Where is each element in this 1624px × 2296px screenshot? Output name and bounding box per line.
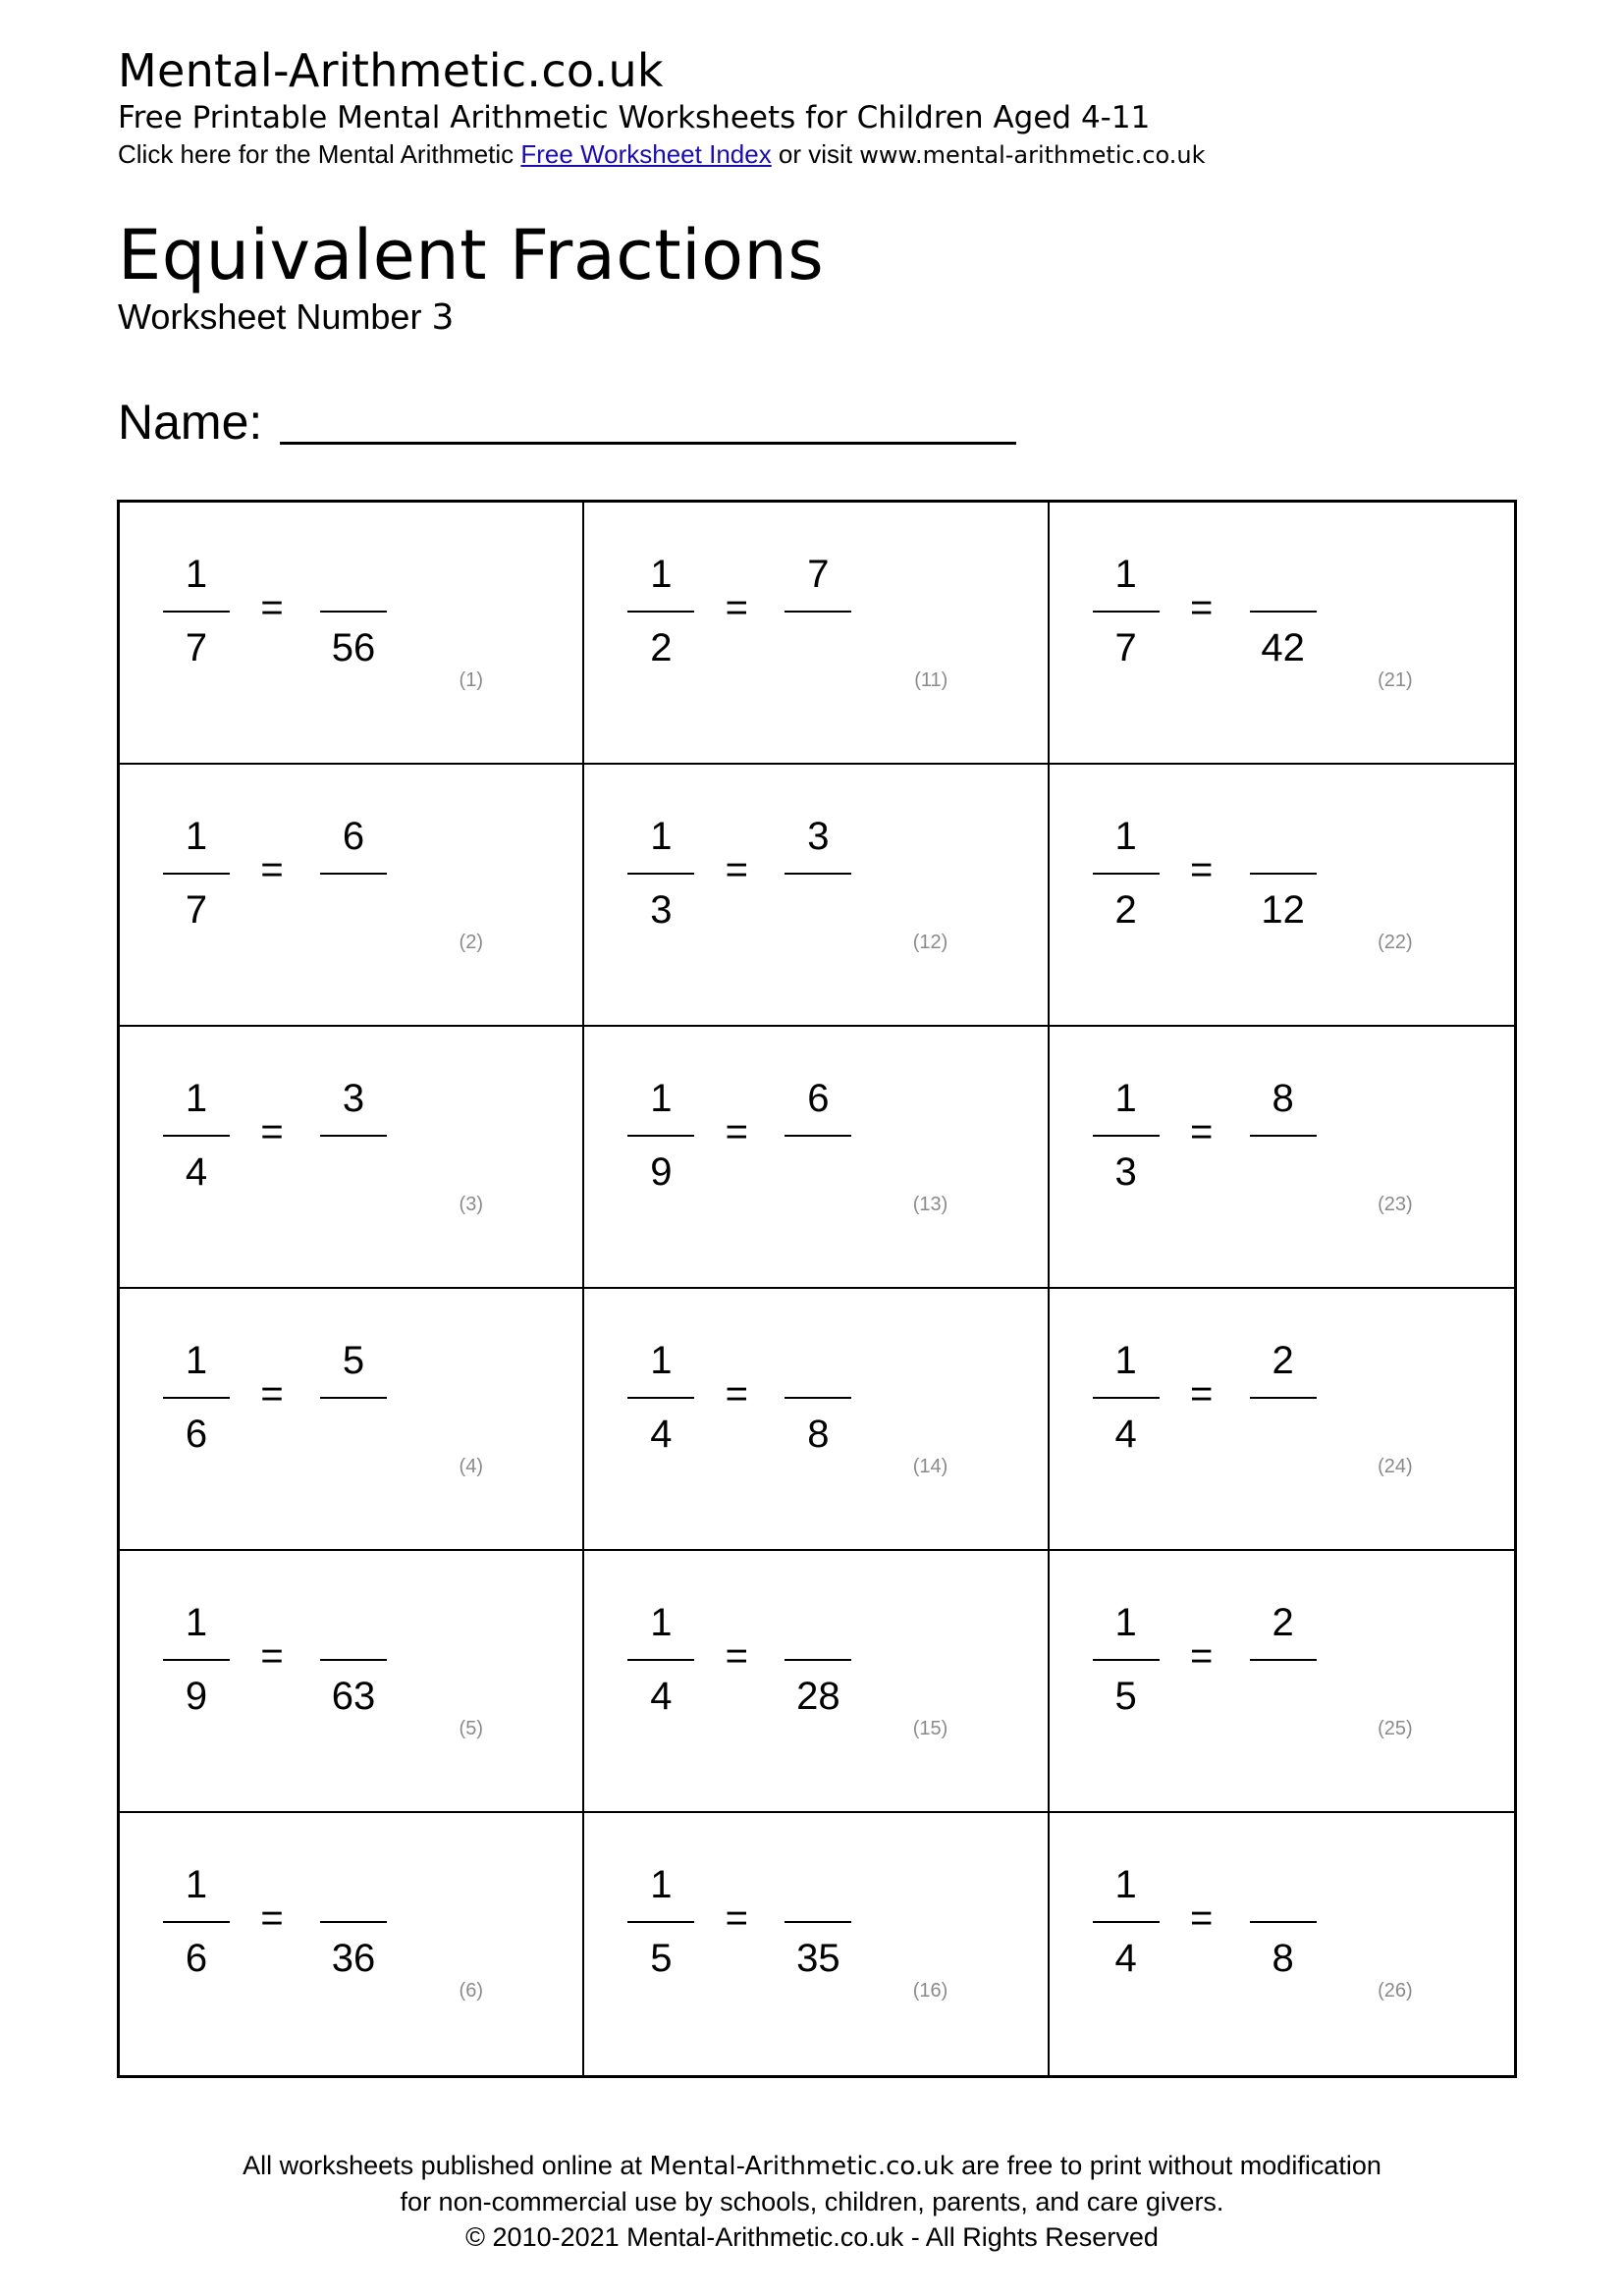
worksheet-number xyxy=(118,296,824,339)
target-numerator[interactable] xyxy=(320,1860,387,1909)
given-numerator: 1 xyxy=(185,1601,208,1644)
fraction-bar xyxy=(163,1397,230,1399)
problem-cell xyxy=(584,503,1049,765)
fraction-bar xyxy=(163,1135,230,1137)
equals-sign: = xyxy=(260,1110,284,1153)
target-denominator[interactable] xyxy=(1250,1148,1317,1197)
target-denominator[interactable]: 56 xyxy=(331,626,376,669)
fraction-bar xyxy=(163,873,230,875)
fraction-bar xyxy=(1250,1921,1317,1923)
given-denominator: 7 xyxy=(1114,626,1137,669)
equals-sign: = xyxy=(260,1896,284,1940)
given-denominator: 3 xyxy=(650,888,673,932)
given-denominator: 3 xyxy=(1114,1150,1137,1194)
given-numerator: 1 xyxy=(185,815,208,858)
fraction-bar xyxy=(1093,1397,1160,1399)
equals-sign: = xyxy=(1189,1634,1214,1678)
question-number: (25) xyxy=(1378,1718,1413,1739)
problem-cell xyxy=(1050,1813,1514,2075)
given-denominator: 4 xyxy=(650,1675,673,1718)
question-number: (5) xyxy=(459,1718,483,1739)
given-denominator: 7 xyxy=(185,888,208,932)
fraction-bar xyxy=(627,1135,694,1137)
question-number: (2) xyxy=(459,932,483,953)
given-denominator: 4 xyxy=(1114,1937,1137,1980)
given-numerator: 1 xyxy=(650,1077,673,1120)
target-numerator[interactable] xyxy=(785,1860,851,1909)
index-link-line xyxy=(118,137,1206,172)
given-denominator: 6 xyxy=(185,1937,208,1980)
fraction-bar xyxy=(320,873,387,875)
target-denominator[interactable] xyxy=(1250,1672,1317,1721)
fraction-bar xyxy=(1250,1659,1317,1661)
fraction-bar xyxy=(785,873,851,875)
name-field-line[interactable] xyxy=(280,442,1016,445)
target-denominator[interactable] xyxy=(785,885,851,934)
target-numerator[interactable]: 8 xyxy=(1272,1077,1294,1120)
fraction-bar xyxy=(1250,611,1317,613)
target-numerator[interactable]: 2 xyxy=(1272,1339,1294,1382)
name-label: Name: xyxy=(118,395,263,450)
target-numerator[interactable]: 3 xyxy=(342,1077,365,1120)
target-numerator[interactable]: 6 xyxy=(807,1077,830,1120)
target-denominator[interactable] xyxy=(320,1148,387,1197)
equals-sign: = xyxy=(725,848,748,891)
target-numerator[interactable]: 3 xyxy=(807,815,830,858)
equals-sign: = xyxy=(725,1896,748,1940)
given-denominator: 4 xyxy=(185,1150,208,1194)
problem-cell xyxy=(584,1027,1049,1289)
given-denominator: 5 xyxy=(1114,1675,1137,1718)
given-numerator: 1 xyxy=(185,1077,208,1120)
target-denominator[interactable] xyxy=(785,1148,851,1197)
problem-cell xyxy=(120,503,584,765)
target-denominator[interactable]: 8 xyxy=(1272,1937,1294,1980)
fraction-bar xyxy=(1093,873,1160,875)
problem-cell xyxy=(120,1027,584,1289)
question-number: (22) xyxy=(1378,932,1413,953)
question-number: (23) xyxy=(1378,1194,1413,1215)
given-numerator: 1 xyxy=(650,815,673,858)
fraction-bar xyxy=(627,1659,694,1661)
fraction-bar xyxy=(1250,1135,1317,1137)
question-number: (24) xyxy=(1378,1456,1413,1477)
problem-cell xyxy=(1050,1551,1514,1813)
problem-grid xyxy=(117,500,1517,2078)
problem-cell xyxy=(120,1551,584,1813)
fraction-bar xyxy=(785,1135,851,1137)
given-numerator: 1 xyxy=(1114,553,1137,596)
given-denominator: 6 xyxy=(185,1413,208,1456)
worksheet-number-value: 3 xyxy=(431,297,455,338)
problem-cell xyxy=(1050,1027,1514,1289)
fraction-bar xyxy=(627,1397,694,1399)
target-numerator[interactable] xyxy=(785,1598,851,1647)
problem-cell xyxy=(584,1813,1049,2075)
given-denominator: 2 xyxy=(1114,888,1137,932)
footer-line-1 xyxy=(0,2148,1624,2184)
worksheet-title-block xyxy=(118,214,824,339)
given-numerator: 1 xyxy=(1114,1863,1137,1906)
fraction-bar xyxy=(627,1921,694,1923)
footer-copyright: © 2010-2021 Mental-Arithmetic.co.uk - All Rights Reserved xyxy=(465,2222,1159,2252)
target-denominator[interactable]: 35 xyxy=(796,1937,840,1980)
given-denominator: 2 xyxy=(650,626,673,669)
given-numerator: 1 xyxy=(650,1863,673,1906)
fraction-bar xyxy=(1093,1659,1160,1661)
site-subtitle: Free Printable Mental Arithmetic Worksheets for Children Aged 4-11 xyxy=(118,100,1151,135)
given-numerator: 1 xyxy=(185,553,208,596)
fraction-bar xyxy=(785,1921,851,1923)
given-numerator: 1 xyxy=(1114,1077,1137,1120)
target-numerator[interactable]: 6 xyxy=(342,815,365,858)
fraction-bar xyxy=(1093,1135,1160,1137)
given-numerator: 1 xyxy=(650,553,673,596)
target-numerator[interactable]: 2 xyxy=(1272,1601,1294,1644)
fraction-bar xyxy=(1093,611,1160,613)
equals-sign: = xyxy=(260,1634,284,1678)
given-denominator: 4 xyxy=(650,1413,673,1456)
equals-sign: = xyxy=(1189,1372,1214,1415)
fraction-bar xyxy=(320,1659,387,1661)
given-numerator: 1 xyxy=(1114,1339,1137,1382)
question-number: (21) xyxy=(1378,669,1413,691)
footer-brand: Mental-Arithmetic.co.uk xyxy=(649,2152,954,2181)
link-suffix: or visit xyxy=(771,139,860,169)
target-denominator[interactable] xyxy=(320,885,387,934)
problem-cell xyxy=(1050,765,1514,1027)
worksheet-number-label: Worksheet Number xyxy=(118,296,432,337)
question-number: (14) xyxy=(912,1456,948,1477)
footer-line-2: for non-commercial use by schools, children, parents, and care givers. xyxy=(400,2187,1224,2216)
footer-suffix: are free to print without modification xyxy=(953,2151,1381,2180)
equals-sign: = xyxy=(260,848,284,891)
free-worksheet-index-link[interactable]: Free Worksheet Index xyxy=(520,139,772,169)
fraction-bar xyxy=(785,1397,851,1399)
given-numerator: 1 xyxy=(1114,815,1137,858)
fraction-bar xyxy=(1093,1921,1160,1923)
target-denominator[interactable]: 12 xyxy=(1261,888,1305,932)
link-prefix: Click here for the Mental Arithmetic xyxy=(118,139,521,169)
problem-cell xyxy=(584,1289,1049,1551)
question-number: (11) xyxy=(914,669,948,691)
footer xyxy=(0,2148,1624,2255)
question-number: (26) xyxy=(1378,1980,1413,2002)
equals-sign: = xyxy=(725,1110,748,1153)
target-denominator[interactable]: 28 xyxy=(796,1675,840,1718)
fraction-bar xyxy=(1250,873,1317,875)
equals-sign: = xyxy=(725,586,748,629)
equals-sign: = xyxy=(1189,586,1214,629)
target-numerator[interactable] xyxy=(320,550,387,599)
equals-sign: = xyxy=(1189,1896,1214,1940)
footer-prefix: All worksheets published online at xyxy=(243,2151,650,2180)
given-denominator: 4 xyxy=(1114,1413,1137,1456)
target-numerator[interactable]: 7 xyxy=(807,553,830,596)
target-denominator[interactable] xyxy=(320,1410,387,1459)
fraction-bar xyxy=(320,1921,387,1923)
given-numerator: 1 xyxy=(1114,1601,1137,1644)
target-numerator[interactable] xyxy=(1250,812,1317,861)
equals-sign: = xyxy=(260,586,284,629)
given-numerator: 1 xyxy=(650,1601,673,1644)
given-denominator: 7 xyxy=(185,626,208,669)
given-numerator: 1 xyxy=(185,1339,208,1382)
site-header xyxy=(118,43,1206,172)
equals-sign: = xyxy=(725,1372,748,1415)
fraction-bar xyxy=(163,1921,230,1923)
equals-sign: = xyxy=(1189,848,1214,891)
question-number: (12) xyxy=(912,932,948,953)
target-denominator[interactable]: 42 xyxy=(1261,626,1305,669)
site-title: Mental-Arithmetic.co.uk xyxy=(118,44,664,97)
equals-sign: = xyxy=(725,1634,748,1678)
given-numerator: 1 xyxy=(185,1863,208,1906)
problem-cell xyxy=(1050,1289,1514,1551)
problem-cell xyxy=(120,765,584,1027)
question-number: (13) xyxy=(912,1194,948,1215)
fraction-bar xyxy=(163,1659,230,1661)
fraction-bar xyxy=(320,1397,387,1399)
question-number: (16) xyxy=(912,1980,948,2002)
given-denominator: 9 xyxy=(650,1150,673,1194)
problem-cell xyxy=(584,765,1049,1027)
target-denominator[interactable] xyxy=(785,623,851,672)
question-number: (3) xyxy=(459,1194,483,1215)
given-denominator: 5 xyxy=(650,1937,673,1980)
fraction-bar xyxy=(320,1135,387,1137)
fraction-bar xyxy=(163,611,230,613)
fraction-bar xyxy=(320,611,387,613)
fraction-bar xyxy=(627,611,694,613)
target-denominator[interactable]: 63 xyxy=(331,1675,376,1718)
target-numerator[interactable] xyxy=(320,1598,387,1647)
problem-cell xyxy=(1050,503,1514,765)
problem-cell xyxy=(120,1813,584,2075)
target-numerator[interactable] xyxy=(1250,1860,1317,1909)
target-denominator[interactable] xyxy=(1250,1410,1317,1459)
equals-sign: = xyxy=(260,1372,284,1415)
target-denominator[interactable]: 8 xyxy=(807,1413,830,1456)
target-numerator[interactable]: 5 xyxy=(342,1339,365,1382)
problem-cell xyxy=(120,1289,584,1551)
fraction-bar xyxy=(627,873,694,875)
target-denominator[interactable]: 36 xyxy=(331,1937,376,1980)
question-number: (6) xyxy=(459,1980,483,2002)
question-number: (15) xyxy=(912,1718,948,1739)
question-number: (1) xyxy=(459,669,483,691)
given-denominator: 9 xyxy=(185,1675,208,1718)
fraction-bar xyxy=(785,611,851,613)
worksheet-title: Equivalent Fractions xyxy=(118,215,825,295)
target-numerator[interactable] xyxy=(785,1336,851,1385)
fraction-bar xyxy=(785,1659,851,1661)
site-url: www.mental-arithmetic.co.uk xyxy=(859,141,1206,169)
given-numerator: 1 xyxy=(650,1339,673,1382)
equals-sign: = xyxy=(1189,1110,1214,1153)
fraction-bar xyxy=(1250,1397,1317,1399)
problem-cell xyxy=(584,1551,1049,1813)
target-numerator[interactable] xyxy=(1250,550,1317,599)
question-number: (4) xyxy=(459,1456,483,1477)
